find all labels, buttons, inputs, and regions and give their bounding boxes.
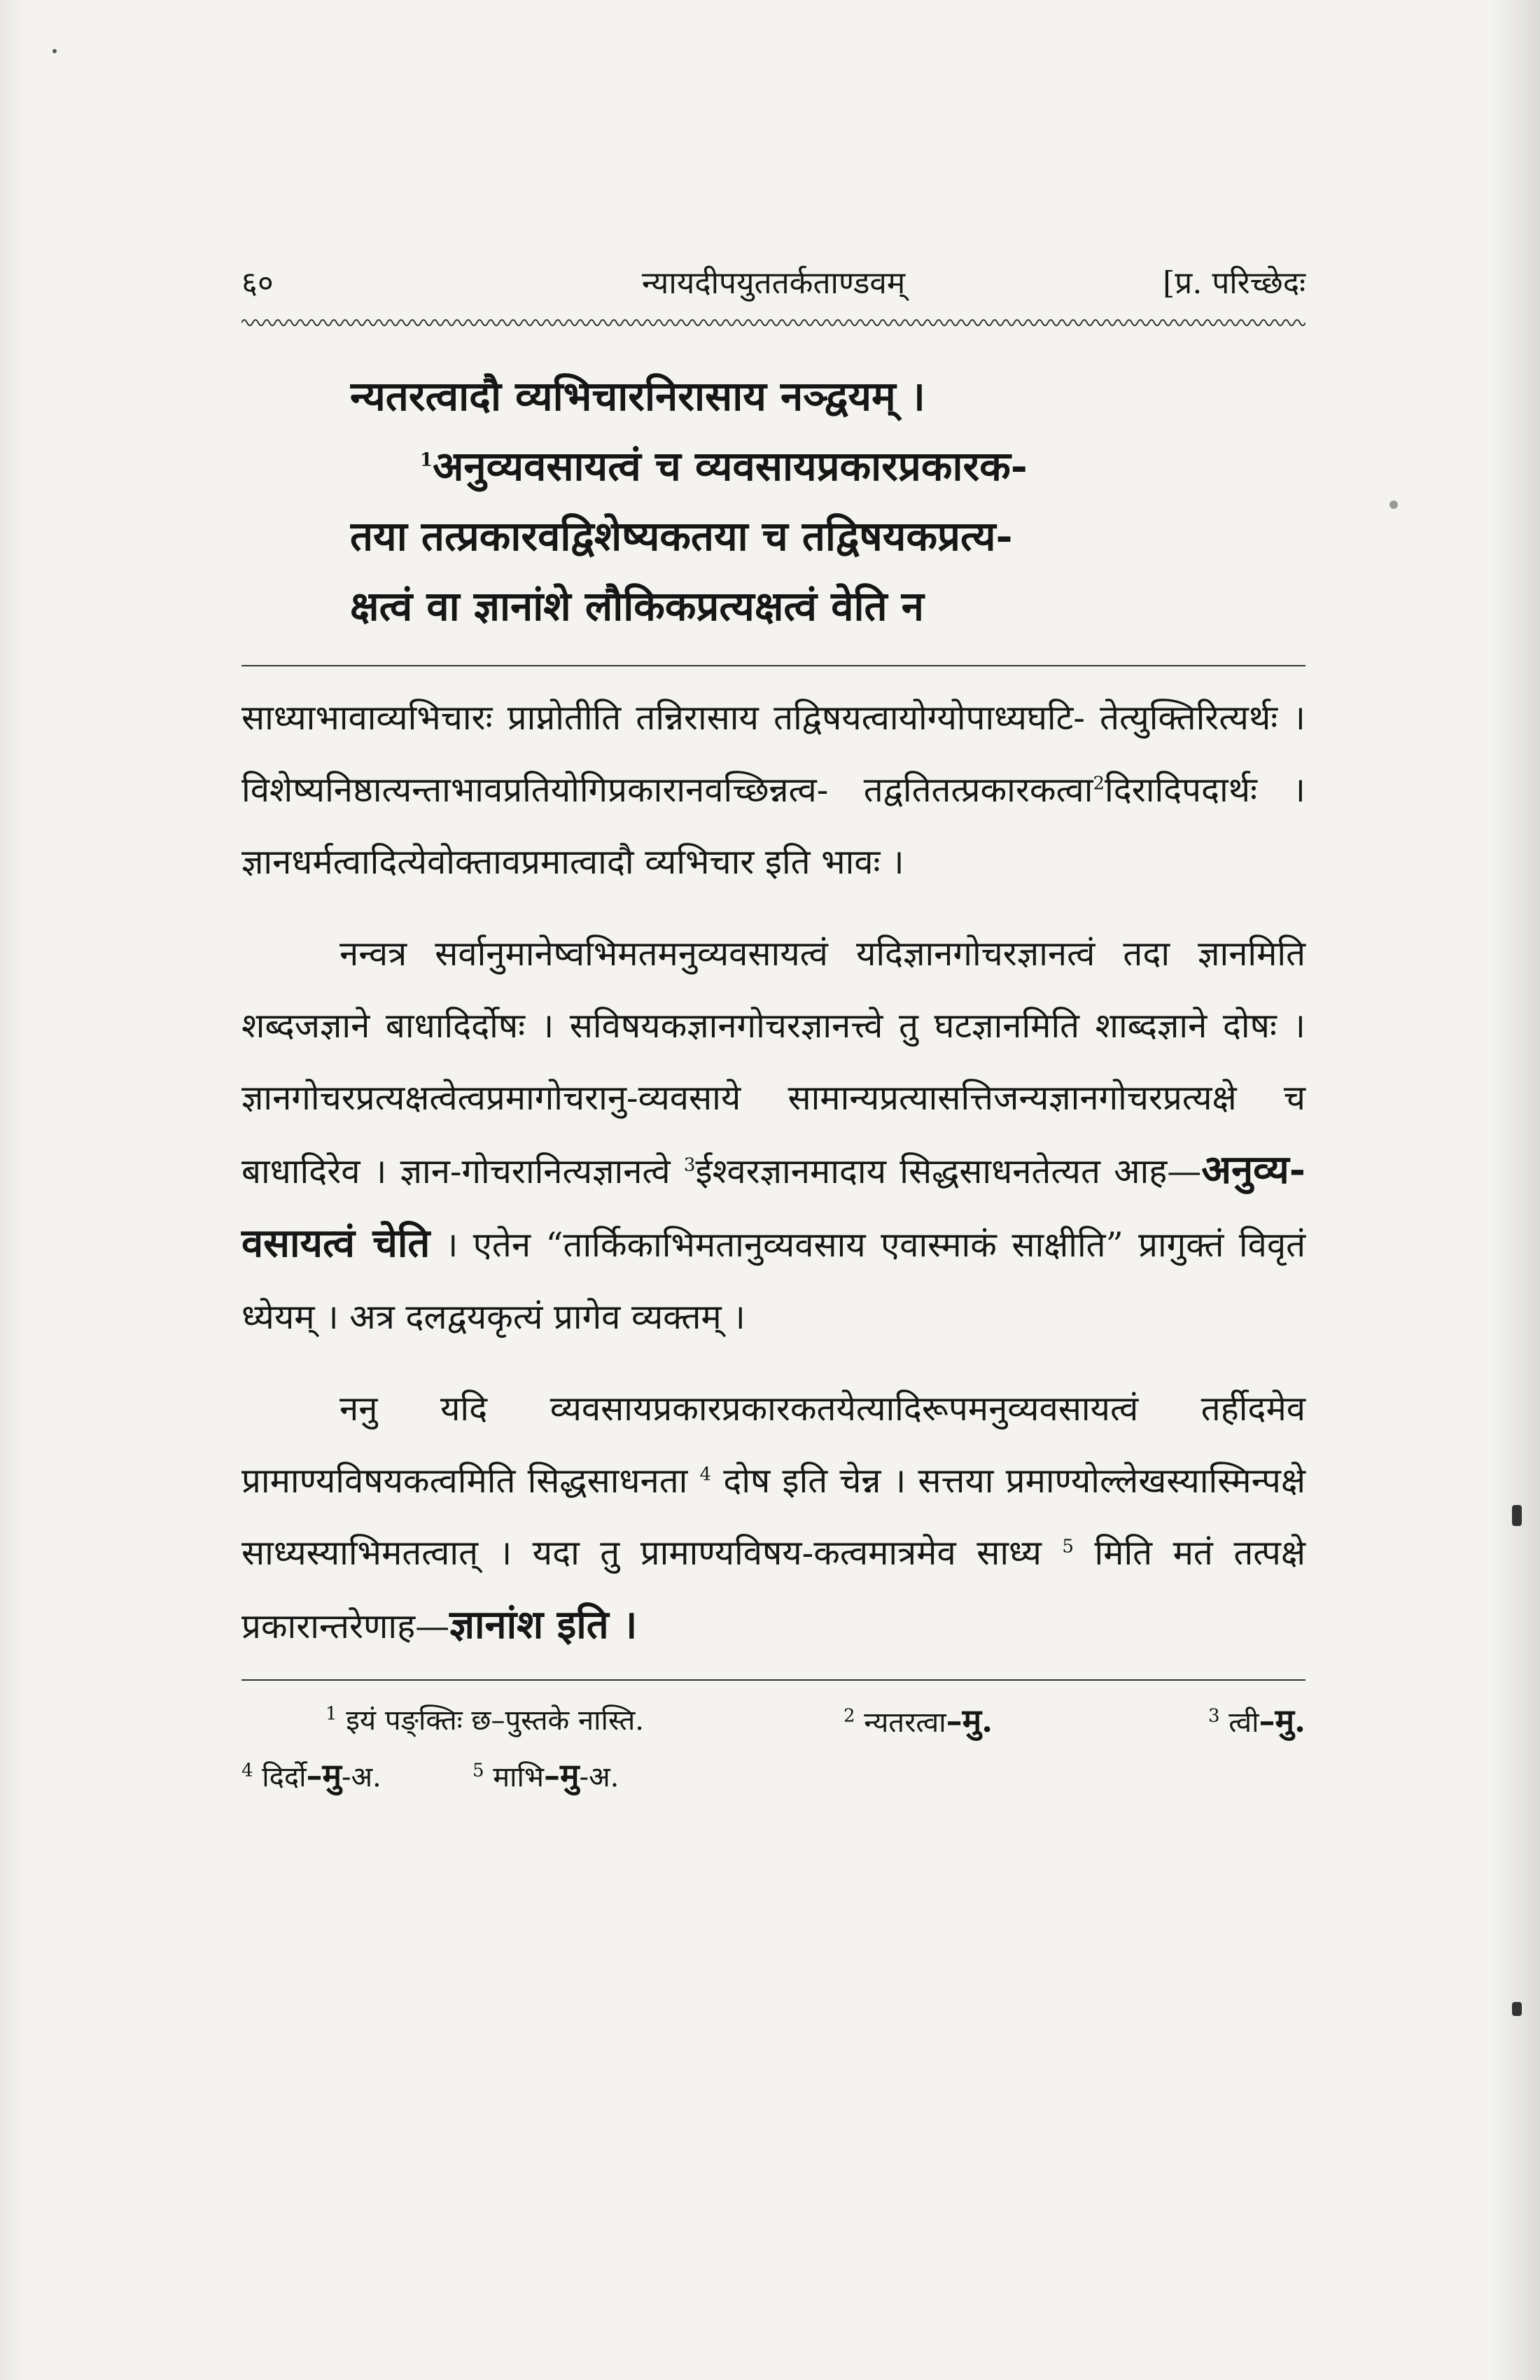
verse-line-text: अनुव्यवसायत्वं च व्यवसायप्रकारप्रकारक- xyxy=(433,442,1028,490)
footnote-row xyxy=(241,1748,1306,1802)
paper-speck xyxy=(1390,500,1398,509)
book-page xyxy=(241,259,1306,1802)
footnote-siglum: –मु xyxy=(306,1756,342,1794)
commentary-text: तेत्युक्तिरित्यर्थः । विशेष्यनिष्ठात्यन्ताभावप्रतियोगिप्रकारानवच्छिन्नत्व- xyxy=(241,698,1306,810)
footnote-marker: 2 xyxy=(1093,773,1105,794)
footnote-divider xyxy=(241,1679,1306,1681)
commentary-text: दोष इति चेन्न । सत्तया प्रमाण्योल्लेखस्यास्मिन्पक्षे साध्यस्याभिमतत्वात् । यदा तु प्रामाण्यविषय-कत्वमात्रमेव साध्य xyxy=(241,1461,1306,1573)
section-label: [प्र. परिच्छेदः xyxy=(1163,265,1306,301)
commentary-text: साध्याभावाव्यभिचारः प्राप्नोतीति तन्निरासाय तद्विषयत्वायोग्योपाध्यघटि- xyxy=(241,698,1085,738)
footnote-number: 4 xyxy=(241,1760,253,1782)
footnote-number: 2 xyxy=(844,1705,855,1727)
commentary-paragraph xyxy=(241,1373,1306,1662)
footnote-text: दिर्दो xyxy=(262,1761,307,1793)
commentary-text: मिति मतं तत्पक्षे प्रकारान्तरेणाह— xyxy=(241,1533,1306,1646)
commentary-paragraph xyxy=(241,682,1306,898)
footnotes xyxy=(241,1693,1306,1802)
footnote xyxy=(844,1693,993,1750)
lemma-bold: अनुव्य-वसायत्वं चेति xyxy=(241,1147,1306,1266)
commentary-text: ईश्वरज्ञानमादाय सिद्धसाधनतेत्यत आह— xyxy=(695,1152,1202,1191)
page-number: ६० xyxy=(241,265,274,301)
footnote-text: इयं पङ्क्तिः छ–पुस्तके नास्ति. xyxy=(346,1704,644,1737)
paper-speck xyxy=(1512,2002,1522,2016)
commentary-text: नन्वत्र सर्वानुमानेष्वभिमतमनुव्यवसायत्वं यदिज्ञानगोचरज्ञानत्वं तदा ज्ञानमिति शब्दजज्ञाने बाधादिर्दोषः । सविषयकज्ञानगोचरज्ञानत्त्वे तु घटज्ञानमिति शाब्दज्ञाने दोषः । ज्ञानगोचरप्रत्यक्षत्वेत्वप्रमागोचरानु-व्यवसाये सामान्यप्रत्यासत्तिजन्यज्ञानगोचरप्रत्यक्षे च बाधादिरेव । ज्ञान-गोचरानित्यज्ञानत्वे xyxy=(241,934,1306,1191)
footnote xyxy=(472,1748,619,1805)
footnote-text: त्वी xyxy=(1228,1707,1259,1739)
commentary-block xyxy=(241,682,1306,1662)
footnote-number: 5 xyxy=(472,1760,484,1782)
header-wavy-rule xyxy=(241,314,1306,332)
verse-line xyxy=(350,431,1197,501)
footnote-number: 1 xyxy=(326,1703,337,1725)
paper-speck xyxy=(52,49,57,53)
footnote xyxy=(1208,1693,1306,1750)
footnote-text: -अ. xyxy=(579,1761,620,1793)
running-title: न्यायदीपयुततर्कताण्डवम् xyxy=(641,265,906,301)
verse-line: तया तत्प्रकारवद्विशेष्यकतया च तद्विषयकप्रत्य- xyxy=(350,512,1013,560)
footnote-marker: 1 xyxy=(420,449,433,471)
footnote-marker: 5 xyxy=(1062,1536,1074,1558)
commentary-text: तद्वतितत्प्रकारकत्वा xyxy=(863,770,1093,810)
footnote-text: माभि xyxy=(493,1761,545,1793)
lemma-bold: ज्ञानांश इति । xyxy=(449,1602,638,1648)
commentary-paragraph xyxy=(241,918,1306,1353)
commentary-text: । एतेन “तार्किकाभिमतानुव्यवसाय एवास्माकं साक्षीति” प्रागुक्तं विवृतं ध्येयम् । अत्र दलद्वयकृत्यं प्रागेव व्यक्तम् । xyxy=(241,1225,1306,1337)
footnote-row xyxy=(241,1693,1306,1748)
footnote-siglum: –मु. xyxy=(1259,1702,1306,1740)
footnote-text: न्यतरत्वा xyxy=(864,1707,946,1739)
verse-block xyxy=(241,361,1306,641)
commentary-text: दिरादिपदार्थः । ज्ञानधर्मत्वादित्येवोक्तावप्रमात्वादौ xyxy=(241,770,1306,882)
footnote-text: -अ. xyxy=(341,1761,382,1793)
commentary-text: ननु यदि व्यवसायप्रकारप्रकारकतयेत्यादिरूपमनुव्यवसायत्वं तर्हीदमेव प्रामाण्यविषयकत्वमिति सिद्धसाधनता xyxy=(241,1389,1306,1501)
footnote-number: 3 xyxy=(1208,1705,1220,1727)
footnote-marker: 3 xyxy=(683,1154,696,1176)
commentary-text: व्यभिचार इति भावः । xyxy=(645,842,904,882)
page-right-edge-shadow xyxy=(1491,0,1540,2380)
verse-divider xyxy=(241,665,1306,666)
footnote xyxy=(241,1748,382,1805)
footnote-marker: 4 xyxy=(699,1464,712,1485)
verse-line: न्यतरत्वादौ व्यभिचारनिरासाय नञ्द्वयम् । xyxy=(350,372,925,420)
footnote-siglum: –मु. xyxy=(946,1702,993,1740)
footnote-siglum: –मु xyxy=(544,1756,580,1794)
paper-speck xyxy=(1512,1505,1522,1526)
page-left-edge xyxy=(0,0,28,2380)
running-header xyxy=(241,259,1306,308)
verse-line: क्षत्वं वा ज्ञानांशे लौकिकप्रत्यक्षत्वं वेति न xyxy=(350,582,924,630)
footnote xyxy=(326,1693,644,1748)
